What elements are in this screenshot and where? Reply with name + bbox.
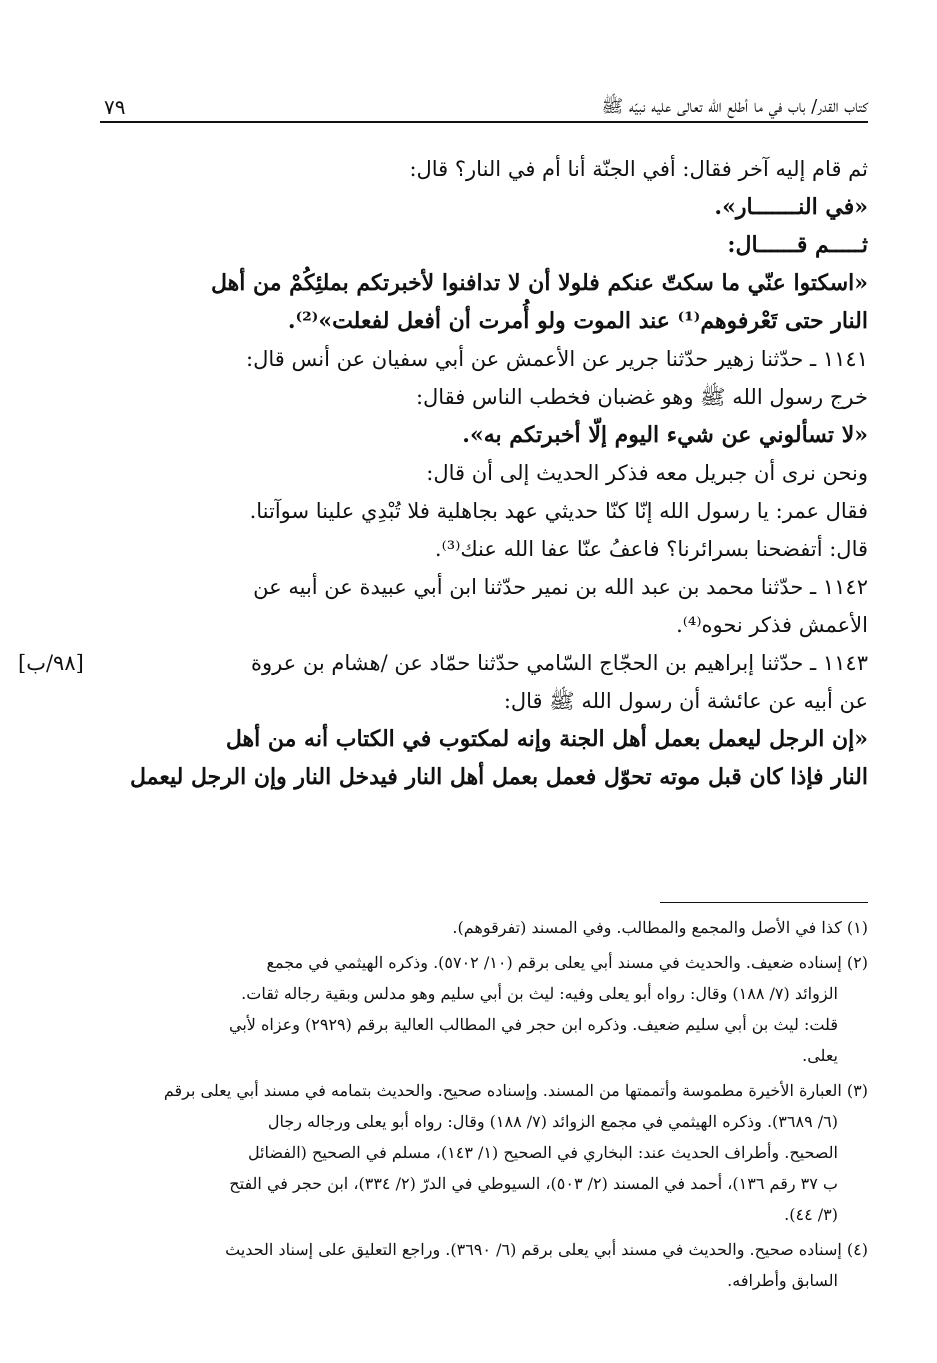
running-header (100, 92, 868, 122)
footnote-line: الزوائد (٧/ ١٨٨) وقال: رواه أبو يعلى وفيه: ليث بن أبي سليم وهو مدلس وبقية رجاله ثقات. (241, 984, 838, 1003)
text-line: «لا تسألوني عن شيء اليوم إلّا أخبرتكم به». (462, 422, 868, 448)
footnote-line: (٤) إسناده صحيح. والحديث في مسند أبي يعلى برقم (٦/ ٣٦٩٠). وراجع التعليق على إسناد الحديث (225, 1240, 868, 1259)
footnote-divider (660, 902, 868, 903)
footnote-line: ب ٣٧ رقم ١٣٦)، أحمد في المسند (٢/ ٥٠٣)، السيوطي في الدرّ (٢/ ٣٣٤)، ابن حجر في الفتح (229, 1174, 838, 1193)
text-line: «في النـــــــار». (714, 194, 868, 220)
text-line: ونحن نرى أن جبريل معه فذكر الحديث إلى أن قال: (426, 461, 868, 485)
text-line: ١١٤٣ ـ حدّثنا إبراهيم بن الحجّاج السّامي حدّثنا حمّاد عن /هشام بن عروة (250, 651, 868, 675)
footnote-line: السابق وأطرافه. (727, 1271, 838, 1290)
footnote-line: (٢) إسناده ضعيف. والحديث في مسند أبي يعلى برقم (١٠/ ٥٧٠٢). وذكره الهيثمي في مجمع (266, 953, 868, 972)
text-line: قال: أتفضحنا بسرائرنا؟ فاعفُ عنّا عفا الله عنك⁽³⁾. (434, 537, 868, 561)
text-line: عن أبيه عن عائشة أن رسول الله ﷺ قال: (503, 689, 868, 713)
manuscript-folio-note: [٩٨/ب] (18, 651, 84, 675)
text-line: فقال عمر: يا رسول الله إنّا كنّا حديثي عهد بجاهلية فلا تُبْدِي علينا سوآتنا. (249, 499, 868, 523)
text-line: «إن الرجل ليعمل بعمل أهل الجنة وإنه لمكتوب في الكتاب أنه من أهل (225, 726, 868, 752)
footnote-4 (100, 1234, 868, 1296)
text-line: خرج رسول الله ﷺ وهو غضبان فخطب الناس فقال: (415, 385, 868, 409)
hadith-1142: ١١٤٢ ـ حدّثنا محمد بن عبد الله بن نمير حدّثنا ابن أبي عبيدة عن أبيه عن (253, 575, 868, 599)
footnote-1 (100, 912, 868, 943)
hadith-1143 (18, 644, 868, 682)
footnotes (100, 912, 868, 1300)
text-line: ثـــــم قــــــال: (727, 232, 868, 258)
footnote-3 (100, 1075, 868, 1230)
text-line: النار حتى تَعْرفوهم⁽¹⁾ عند الموت ولو أُمرت أن أفعل لفعلت»⁽²⁾. (287, 308, 868, 334)
footnote-line: قلت: ليث بن أبي سليم ضعيف. وذكره ابن حجر في المطالب العالية برقم (٢٩٢٩) وعزاه لأبي (228, 1015, 838, 1034)
text-line: «اسكتوا عنّي ما سكتّ عنكم فلولا أن لا تدافنوا لأخبرتكم بملئِكُمْ من أهل (210, 270, 868, 296)
footnote-2 (100, 947, 868, 1071)
text-line: الأعمش فذكر نحوه⁽⁴⁾. (676, 613, 868, 637)
chapter-title: كتاب القدر/ باب في ما أطلع الله تعالى عليه نبيّه ﷺ (601, 96, 868, 117)
text-line: ثم قام إليه آخر فقال: أفي الجنّة أنا أم في النار؟ قال: (409, 157, 868, 181)
footnote-line: يعلى. (802, 1046, 838, 1065)
footnote-line: (٣/ ٤٤). (784, 1205, 838, 1224)
header-divider (100, 121, 868, 123)
main-text (18, 150, 868, 796)
page-number: ٧٩ (104, 95, 126, 119)
footnote-line: (٦/ ٣٦٨٩). وذكره الهيثمي في مجمع الزوائد (٧/ ١٨٨) وقال: رواه أبو يعلى ورجاله رجال (267, 1112, 838, 1131)
text-line: النار فإذا كان قبل موته تحوّل فعمل بعمل أهل النار فيدخل النار وإن الرجل ليعمل (130, 764, 868, 790)
footnote-line: (١) كذا في الأصل والمجمع والمطالب. وفي المسند (تفرقوهم). (452, 918, 868, 937)
footnote-line: الصحيح. وأطراف الحديث عند: البخاري في الصحيح (١/ ١٤٣)، مسلم في الصحيح (الفضائل (247, 1143, 838, 1162)
hadith-1141: ١١٤١ ـ حدّثنا زهير حدّثنا جرير عن الأعمش عن أبي سفيان عن أنس قال: (246, 347, 868, 371)
footnote-line: (٣) العبارة الأخيرة مطموسة وأتممتها من المسند. وإسناده صحيح. والحديث بتمامه في مسند أبي يعلى برقم (163, 1081, 868, 1100)
